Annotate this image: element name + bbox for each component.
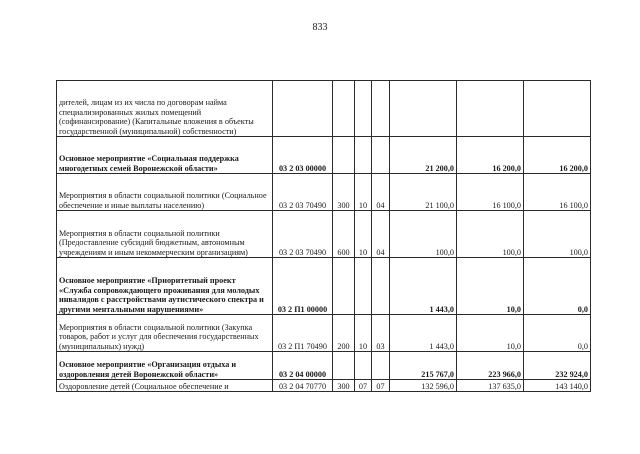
row-year1-cell: 21 100,0 xyxy=(390,174,457,211)
row-name-cell: Основное мероприятие «Организация отдыха и оздоровления детей Воронежской области» xyxy=(57,352,273,380)
row-name-cell: Оздоровление детей (Социальное обеспечение и xyxy=(57,380,273,392)
row-code-cell: 03 2 04 70770 xyxy=(273,380,333,392)
row-vr-cell xyxy=(333,258,355,315)
row-name-cell: Мероприятия в области социальной политики (Социальное обеспечение и иные выплаты населению) xyxy=(57,174,273,211)
table-row xyxy=(57,380,591,392)
row-code-cell xyxy=(273,81,333,137)
row-code-cell: 03 2 03 70490 xyxy=(273,211,333,258)
row-year3-cell: 0,0 xyxy=(524,258,591,315)
table-row xyxy=(57,258,591,315)
row-vr-cell: 600 xyxy=(333,211,355,258)
row-pr-cell xyxy=(372,352,390,380)
row-rz-cell xyxy=(355,137,372,174)
row-vr-cell: 200 xyxy=(333,315,355,352)
row-pr-cell xyxy=(372,137,390,174)
row-pr-cell: 04 xyxy=(372,174,390,211)
row-vr-cell: 300 xyxy=(333,174,355,211)
row-year3-cell: 16 100,0 xyxy=(524,174,591,211)
table-row xyxy=(57,81,591,137)
row-pr-cell: 04 xyxy=(372,211,390,258)
budget-table xyxy=(56,80,591,392)
row-year2-cell: 16 200,0 xyxy=(457,137,524,174)
table-row xyxy=(57,174,591,211)
row-year1-cell: 1 443,0 xyxy=(390,315,457,352)
row-rz-cell: 10 xyxy=(355,174,372,211)
row-code-cell: 03 2 04 00000 xyxy=(273,352,333,380)
row-year3-cell xyxy=(524,81,591,137)
row-year2-cell: 10,0 xyxy=(457,315,524,352)
row-name-cell: Мероприятия в области социальной политики (Предоставление субсидий бюджетным, автономным учреждениям и иным некоммерческим организациям) xyxy=(57,211,273,258)
row-vr-cell: 300 xyxy=(333,380,355,392)
row-year3-cell: 143 140,0 xyxy=(524,380,591,392)
row-name-cell: Основное мероприятие «Приоритетный проект «Служба сопровождающего проживания для молодых инвалидов с расстройствами аутистического спектра и другими ментальными нарушениями» xyxy=(57,258,273,315)
table-row xyxy=(57,137,591,174)
row-year3-cell: 16 200,0 xyxy=(524,137,591,174)
row-rz-cell xyxy=(355,258,372,315)
row-vr-cell xyxy=(333,352,355,380)
row-year2-cell: 16 100,0 xyxy=(457,174,524,211)
row-rz-cell: 10 xyxy=(355,211,372,258)
row-year3-cell: 232 924,0 xyxy=(524,352,591,380)
row-year2-cell: 100,0 xyxy=(457,211,524,258)
row-year1-cell: 21 200,0 xyxy=(390,137,457,174)
row-year1-cell: 132 596,0 xyxy=(390,380,457,392)
row-pr-cell: 03 xyxy=(372,315,390,352)
row-rz-cell xyxy=(355,352,372,380)
table-row xyxy=(57,315,591,352)
row-name-cell: дителей, лицам из их числа по договорам найма специализированных жилых помещений (софинансирование) (Капитальные вложения в объекты государственной (муниципальной) собственности) xyxy=(57,81,273,137)
row-code-cell: 03 2 П1 70490 xyxy=(273,315,333,352)
row-year1-cell: 215 767,0 xyxy=(390,352,457,380)
row-year3-cell: 0,0 xyxy=(524,315,591,352)
row-vr-cell xyxy=(333,137,355,174)
row-year2-cell xyxy=(457,81,524,137)
row-year1-cell xyxy=(390,81,457,137)
row-year3-cell: 100,0 xyxy=(524,211,591,258)
row-name-cell: Мероприятия в области социальной политики (Закупка товаров, работ и услуг для обеспечения государственных (муниципальных) нужд) xyxy=(57,315,273,352)
row-year2-cell: 10,0 xyxy=(457,258,524,315)
row-year2-cell: 223 966,0 xyxy=(457,352,524,380)
row-rz-cell xyxy=(355,81,372,137)
row-code-cell: 03 2 03 00000 xyxy=(273,137,333,174)
row-rz-cell: 10 xyxy=(355,315,372,352)
table-row xyxy=(57,352,591,380)
row-year1-cell: 100,0 xyxy=(390,211,457,258)
row-code-cell: 03 2 03 70490 xyxy=(273,174,333,211)
row-code-cell: 03 2 П1 00000 xyxy=(273,258,333,315)
row-year1-cell: 1 443,0 xyxy=(390,258,457,315)
table-row xyxy=(57,211,591,258)
row-vr-cell xyxy=(333,81,355,137)
page-number: 833 xyxy=(312,22,328,33)
row-rz-cell: 07 xyxy=(355,380,372,392)
row-pr-cell xyxy=(372,81,390,137)
row-year2-cell: 137 635,0 xyxy=(457,380,524,392)
row-pr-cell xyxy=(372,258,390,315)
row-name-cell: Основное мероприятие «Социальная поддержка многодетных семей Воронежской области» xyxy=(57,137,273,174)
row-pr-cell: 07 xyxy=(372,380,390,392)
